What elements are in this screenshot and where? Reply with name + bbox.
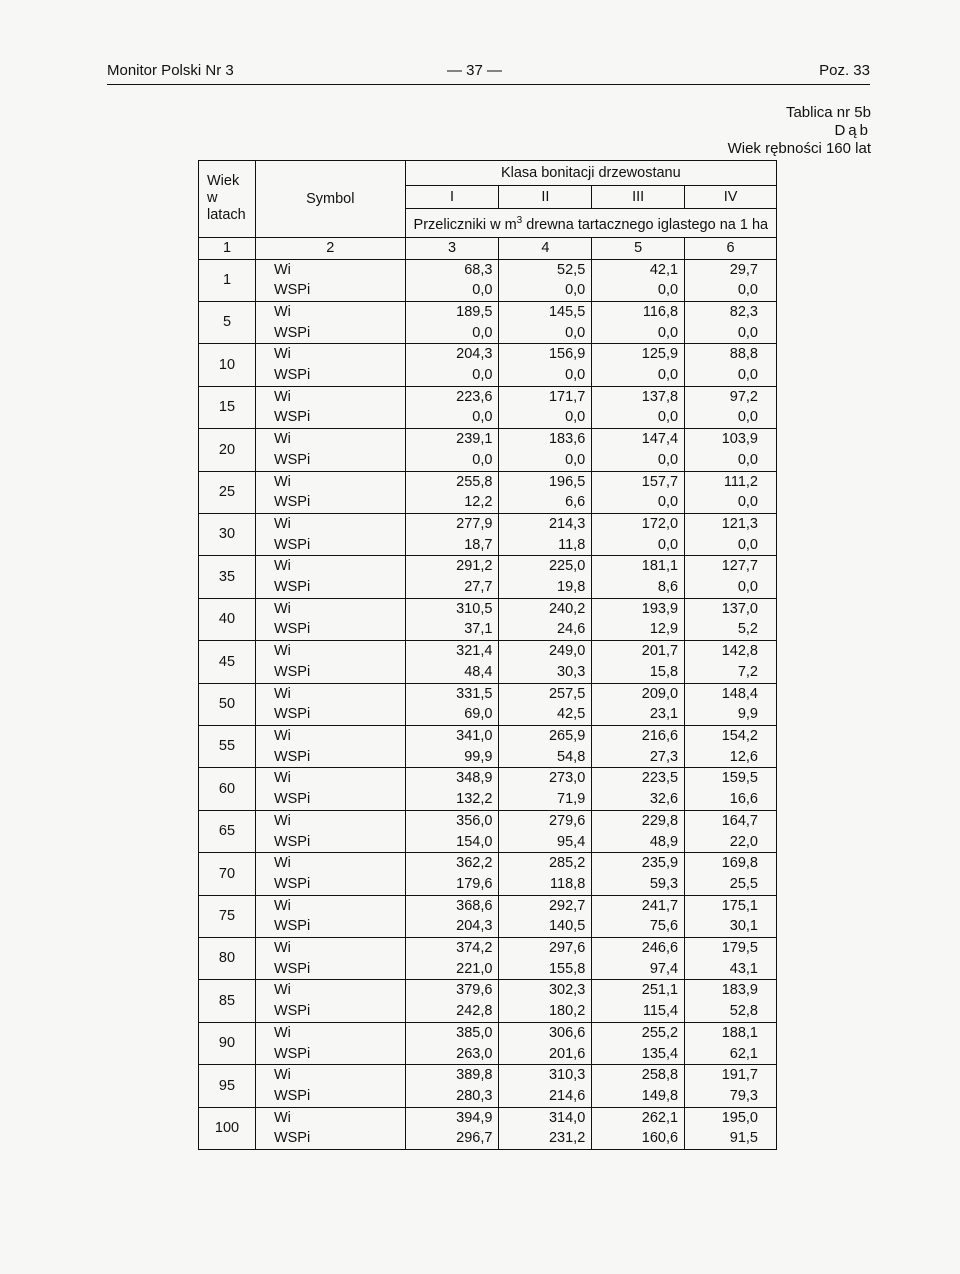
age-cell: 75 <box>199 895 256 937</box>
value-cell: 9,9 <box>685 704 777 725</box>
class-header-iv: IV <box>685 186 777 209</box>
column-number: 1 <box>199 237 256 259</box>
publication-name: Monitor Polski Nr 3 <box>107 62 234 79</box>
value-cell: 229,8 <box>592 810 685 831</box>
rotation-age: Wiek rębności 160 lat <box>727 140 871 157</box>
symbol-wi: Wi <box>255 301 405 322</box>
table-row-wspi <box>199 747 777 768</box>
value-cell: 296,7 <box>405 1128 499 1149</box>
age-cell: 45 <box>199 641 256 683</box>
value-cell: 374,2 <box>405 938 499 959</box>
value-cell: 140,5 <box>499 916 592 937</box>
value-cell: 0,0 <box>685 407 777 428</box>
value-cell: 0,0 <box>685 280 777 301</box>
table-row-wi <box>199 683 777 704</box>
value-cell: 27,3 <box>592 747 685 768</box>
symbol-wi: Wi <box>255 768 405 789</box>
value-cell: 214,3 <box>499 513 592 534</box>
value-cell: 297,6 <box>499 938 592 959</box>
value-cell: 341,0 <box>405 726 499 747</box>
symbol-wspi: WSPi <box>255 407 405 428</box>
value-cell: 204,3 <box>405 916 499 937</box>
table-row-wi <box>199 344 777 365</box>
age-cell: 40 <box>199 598 256 640</box>
value-cell: 196,5 <box>499 471 592 492</box>
symbol-column-header: Symbol <box>255 161 405 238</box>
value-cell: 191,7 <box>685 1065 777 1086</box>
symbol-wspi: WSPi <box>255 577 405 598</box>
value-cell: 149,8 <box>592 1086 685 1107</box>
table-row-wspi <box>199 1086 777 1107</box>
age-cell: 70 <box>199 853 256 895</box>
symbol-wspi: WSPi <box>255 874 405 895</box>
value-cell: 68,3 <box>405 259 499 280</box>
table-row-wspi <box>199 789 777 810</box>
symbol-wi: Wi <box>255 810 405 831</box>
value-cell: 115,4 <box>592 1001 685 1022</box>
symbol-wspi: WSPi <box>255 1044 405 1065</box>
table-row-wspi <box>199 450 777 471</box>
table-row-wi <box>199 980 777 1001</box>
age-cell: 1 <box>199 259 256 301</box>
table-row-wi <box>199 768 777 789</box>
table-row-wspi <box>199 959 777 980</box>
value-cell: 0,0 <box>405 323 499 344</box>
value-cell: 22,0 <box>685 832 777 853</box>
symbol-wspi: WSPi <box>255 1128 405 1149</box>
value-cell: 216,6 <box>592 726 685 747</box>
value-cell: 19,8 <box>499 577 592 598</box>
value-cell: 5,2 <box>685 619 777 640</box>
table-row-wspi <box>199 323 777 344</box>
value-cell: 0,0 <box>499 280 592 301</box>
value-cell: 171,7 <box>499 386 592 407</box>
value-cell: 279,6 <box>499 810 592 831</box>
value-cell: 249,0 <box>499 641 592 662</box>
value-cell: 48,9 <box>592 832 685 853</box>
value-cell: 154,2 <box>685 726 777 747</box>
value-cell: 265,9 <box>499 726 592 747</box>
value-cell: 43,1 <box>685 959 777 980</box>
age-cell: 80 <box>199 938 256 980</box>
value-cell: 91,5 <box>685 1128 777 1149</box>
class-header-iii: III <box>592 186 685 209</box>
value-cell: 82,3 <box>685 301 777 322</box>
symbol-wi: Wi <box>255 726 405 747</box>
symbol-wspi: WSPi <box>255 450 405 471</box>
value-cell: 204,3 <box>405 344 499 365</box>
value-cell: 30,3 <box>499 662 592 683</box>
page-header <box>107 62 870 85</box>
table-row-wi <box>199 1065 777 1086</box>
value-cell: 285,2 <box>499 853 592 874</box>
table-row-wi <box>199 556 777 577</box>
table-row-wi <box>199 938 777 959</box>
value-cell: 251,1 <box>592 980 685 1001</box>
value-cell: 145,5 <box>499 301 592 322</box>
value-cell: 16,6 <box>685 789 777 810</box>
column-number: 4 <box>499 237 592 259</box>
value-cell: 155,8 <box>499 959 592 980</box>
symbol-wi: Wi <box>255 938 405 959</box>
value-cell: 147,4 <box>592 429 685 450</box>
value-cell: 164,7 <box>685 810 777 831</box>
value-cell: 127,7 <box>685 556 777 577</box>
value-cell: 0,0 <box>592 323 685 344</box>
value-cell: 52,8 <box>685 1001 777 1022</box>
value-cell: 255,8 <box>405 471 499 492</box>
symbol-wspi: WSPi <box>255 916 405 937</box>
value-cell: 23,1 <box>592 704 685 725</box>
table-row-wi <box>199 853 777 874</box>
table-row-wi <box>199 429 777 450</box>
value-cell: 0,0 <box>592 492 685 513</box>
value-cell: 231,2 <box>499 1128 592 1149</box>
table-row-wi <box>199 386 777 407</box>
value-cell: 321,4 <box>405 641 499 662</box>
value-cell: 240,2 <box>499 598 592 619</box>
value-cell: 0,0 <box>592 450 685 471</box>
value-cell: 195,0 <box>685 1107 777 1128</box>
value-cell: 362,2 <box>405 853 499 874</box>
value-cell: 103,9 <box>685 429 777 450</box>
column-number: 5 <box>592 237 685 259</box>
value-cell: 179,6 <box>405 874 499 895</box>
table-row-wspi <box>199 704 777 725</box>
value-cell: 160,6 <box>592 1128 685 1149</box>
table-row-wspi <box>199 492 777 513</box>
table-row-wi <box>199 259 777 280</box>
table-row-wspi <box>199 1001 777 1022</box>
table-row-wspi <box>199 1128 777 1149</box>
value-cell: 181,1 <box>592 556 685 577</box>
age-cell: 65 <box>199 810 256 852</box>
position-number: Poz. 33 <box>819 62 870 79</box>
value-cell: 121,3 <box>685 513 777 534</box>
value-cell: 156,9 <box>499 344 592 365</box>
value-cell: 48,4 <box>405 662 499 683</box>
age-cell: 60 <box>199 768 256 810</box>
value-cell: 0,0 <box>499 450 592 471</box>
table-row-wi <box>199 726 777 747</box>
table-caption <box>728 104 871 158</box>
class-header: Klasa bonitacji drzewostanu <box>405 161 776 186</box>
species-name: Dąb <box>834 122 871 139</box>
value-cell: 214,6 <box>499 1086 592 1107</box>
value-cell: 97,2 <box>685 386 777 407</box>
value-cell: 0,0 <box>499 323 592 344</box>
value-cell: 0,0 <box>499 407 592 428</box>
value-cell: 394,9 <box>405 1107 499 1128</box>
value-cell: 314,0 <box>499 1107 592 1128</box>
age-cell: 30 <box>199 513 256 555</box>
table-row-wspi <box>199 1044 777 1065</box>
value-cell: 0,0 <box>499 365 592 386</box>
value-cell: 273,0 <box>499 768 592 789</box>
value-cell: 348,9 <box>405 768 499 789</box>
page-number: — 37 — <box>447 62 503 79</box>
value-cell: 183,6 <box>499 429 592 450</box>
table-row-wi <box>199 301 777 322</box>
table-row-wspi <box>199 535 777 556</box>
value-cell: 389,8 <box>405 1065 499 1086</box>
symbol-wspi: WSPi <box>255 704 405 725</box>
table-row-wi <box>199 895 777 916</box>
value-cell: 116,8 <box>592 301 685 322</box>
value-cell: 179,5 <box>685 938 777 959</box>
value-cell: 368,6 <box>405 895 499 916</box>
value-cell: 7,2 <box>685 662 777 683</box>
value-cell: 42,5 <box>499 704 592 725</box>
symbol-wi: Wi <box>255 386 405 407</box>
value-cell: 8,6 <box>592 577 685 598</box>
value-cell: 246,6 <box>592 938 685 959</box>
value-cell: 221,0 <box>405 959 499 980</box>
symbol-wspi: WSPi <box>255 365 405 386</box>
table-row-wspi <box>199 280 777 301</box>
table-row-wi <box>199 471 777 492</box>
value-cell: 0,0 <box>592 535 685 556</box>
symbol-wspi: WSPi <box>255 959 405 980</box>
value-cell: 142,8 <box>685 641 777 662</box>
value-cell: 223,6 <box>405 386 499 407</box>
age-cell: 25 <box>199 471 256 513</box>
age-cell: 55 <box>199 726 256 768</box>
value-cell: 262,1 <box>592 1107 685 1128</box>
table-row-wi <box>199 1022 777 1043</box>
value-cell: 235,9 <box>592 853 685 874</box>
symbol-wi: Wi <box>255 259 405 280</box>
value-cell: 277,9 <box>405 513 499 534</box>
value-cell: 0,0 <box>592 365 685 386</box>
age-cell: 35 <box>199 556 256 598</box>
value-cell: 0,0 <box>685 365 777 386</box>
value-cell: 15,8 <box>592 662 685 683</box>
value-cell: 137,8 <box>592 386 685 407</box>
value-cell: 241,7 <box>592 895 685 916</box>
value-cell: 11,8 <box>499 535 592 556</box>
symbol-wi: Wi <box>255 513 405 534</box>
value-cell: 172,0 <box>592 513 685 534</box>
symbol-wi: Wi <box>255 556 405 577</box>
value-cell: 0,0 <box>405 450 499 471</box>
value-cell: 0,0 <box>592 407 685 428</box>
table-row-wspi <box>199 365 777 386</box>
table-row-wspi <box>199 619 777 640</box>
value-cell: 135,4 <box>592 1044 685 1065</box>
age-cell: 50 <box>199 683 256 725</box>
value-cell: 54,8 <box>499 747 592 768</box>
value-cell: 125,9 <box>592 344 685 365</box>
age-cell: 90 <box>199 1022 256 1064</box>
value-cell: 306,6 <box>499 1022 592 1043</box>
value-cell: 157,7 <box>592 471 685 492</box>
value-cell: 0,0 <box>685 577 777 598</box>
value-cell: 0,0 <box>405 407 499 428</box>
value-cell: 263,0 <box>405 1044 499 1065</box>
value-cell: 37,1 <box>405 619 499 640</box>
value-cell: 291,2 <box>405 556 499 577</box>
value-cell: 97,4 <box>592 959 685 980</box>
value-cell: 0,0 <box>685 323 777 344</box>
value-cell: 331,5 <box>405 683 499 704</box>
symbol-wspi: WSPi <box>255 535 405 556</box>
value-cell: 0,0 <box>685 535 777 556</box>
value-cell: 24,6 <box>499 619 592 640</box>
symbol-wi: Wi <box>255 1022 405 1043</box>
symbol-wspi: WSPi <box>255 619 405 640</box>
value-cell: 193,9 <box>592 598 685 619</box>
symbol-wspi: WSPi <box>255 662 405 683</box>
age-cell: 20 <box>199 429 256 471</box>
table-row-wspi <box>199 662 777 683</box>
value-cell: 310,5 <box>405 598 499 619</box>
column-number: 2 <box>255 237 405 259</box>
value-cell: 257,5 <box>499 683 592 704</box>
column-number: 6 <box>685 237 777 259</box>
value-cell: 88,8 <box>685 344 777 365</box>
value-cell: 209,0 <box>592 683 685 704</box>
value-cell: 62,1 <box>685 1044 777 1065</box>
symbol-wspi: WSPi <box>255 323 405 344</box>
value-cell: 169,8 <box>685 853 777 874</box>
table-row-wspi <box>199 916 777 937</box>
value-cell: 12,6 <box>685 747 777 768</box>
class-header-i: I <box>405 186 499 209</box>
value-cell: 183,9 <box>685 980 777 1001</box>
value-cell: 30,1 <box>685 916 777 937</box>
value-cell: 29,7 <box>685 259 777 280</box>
value-cell: 201,6 <box>499 1044 592 1065</box>
symbol-wspi: WSPi <box>255 747 405 768</box>
symbol-wi: Wi <box>255 1065 405 1086</box>
value-cell: 18,7 <box>405 535 499 556</box>
value-cell: 239,1 <box>405 429 499 450</box>
value-cell: 71,9 <box>499 789 592 810</box>
value-cell: 137,0 <box>685 598 777 619</box>
symbol-wspi: WSPi <box>255 1086 405 1107</box>
symbol-wi: Wi <box>255 598 405 619</box>
symbol-wspi: WSPi <box>255 789 405 810</box>
value-cell: 148,4 <box>685 683 777 704</box>
symbol-wi: Wi <box>255 344 405 365</box>
value-cell: 385,0 <box>405 1022 499 1043</box>
value-cell: 27,7 <box>405 577 499 598</box>
value-cell: 32,6 <box>592 789 685 810</box>
class-header-ii: II <box>499 186 592 209</box>
conversion-table <box>198 160 777 1150</box>
value-cell: 42,1 <box>592 259 685 280</box>
value-cell: 201,7 <box>592 641 685 662</box>
value-cell: 75,6 <box>592 916 685 937</box>
value-cell: 310,3 <box>499 1065 592 1086</box>
value-cell: 189,5 <box>405 301 499 322</box>
value-cell: 12,2 <box>405 492 499 513</box>
value-cell: 118,8 <box>499 874 592 895</box>
value-cell: 258,8 <box>592 1065 685 1086</box>
value-cell: 159,5 <box>685 768 777 789</box>
symbol-wspi: WSPi <box>255 492 405 513</box>
value-cell: 6,6 <box>499 492 592 513</box>
age-cell: 5 <box>199 301 256 343</box>
table-number: Tablica nr 5b <box>785 104 871 121</box>
value-cell: 154,0 <box>405 832 499 853</box>
symbol-wi: Wi <box>255 429 405 450</box>
table-row-wi <box>199 810 777 831</box>
age-cell: 95 <box>199 1065 256 1107</box>
value-cell: 79,3 <box>685 1086 777 1107</box>
symbol-wi: Wi <box>255 895 405 916</box>
value-cell: 379,6 <box>405 980 499 1001</box>
age-column-header: Wiek w latach <box>199 161 256 238</box>
table-row-wspi <box>199 832 777 853</box>
symbol-wi: Wi <box>255 683 405 704</box>
value-cell: 188,1 <box>685 1022 777 1043</box>
symbol-wi: Wi <box>255 1107 405 1128</box>
value-cell: 0,0 <box>685 492 777 513</box>
value-cell: 12,9 <box>592 619 685 640</box>
value-cell: 95,4 <box>499 832 592 853</box>
value-cell: 280,3 <box>405 1086 499 1107</box>
column-number: 3 <box>405 237 499 259</box>
symbol-wi: Wi <box>255 471 405 492</box>
value-cell: 180,2 <box>499 1001 592 1022</box>
value-cell: 25,5 <box>685 874 777 895</box>
symbol-wspi: WSPi <box>255 1001 405 1022</box>
value-cell: 302,3 <box>499 980 592 1001</box>
symbol-wspi: WSPi <box>255 832 405 853</box>
value-cell: 132,2 <box>405 789 499 810</box>
value-cell: 225,0 <box>499 556 592 577</box>
age-cell: 85 <box>199 980 256 1022</box>
value-cell: 99,9 <box>405 747 499 768</box>
value-cell: 111,2 <box>685 471 777 492</box>
value-cell: 59,3 <box>592 874 685 895</box>
value-cell: 223,5 <box>592 768 685 789</box>
value-cell: 356,0 <box>405 810 499 831</box>
value-cell: 0,0 <box>685 450 777 471</box>
value-cell: 0,0 <box>592 280 685 301</box>
table-row-wi <box>199 1107 777 1128</box>
age-cell: 15 <box>199 386 256 428</box>
value-cell: 292,7 <box>499 895 592 916</box>
value-cell: 0,0 <box>405 280 499 301</box>
value-cell: 52,5 <box>499 259 592 280</box>
value-cell: 242,8 <box>405 1001 499 1022</box>
value-cell: 255,2 <box>592 1022 685 1043</box>
table-row-wi <box>199 513 777 534</box>
value-cell: 175,1 <box>685 895 777 916</box>
table-row-wi <box>199 598 777 619</box>
symbol-wi: Wi <box>255 980 405 1001</box>
value-cell: 0,0 <box>405 365 499 386</box>
symbol-wi: Wi <box>255 853 405 874</box>
age-cell: 10 <box>199 344 256 386</box>
table-row-wi <box>199 641 777 662</box>
age-cell: 100 <box>199 1107 256 1149</box>
table-row-wspi <box>199 577 777 598</box>
value-cell: 69,0 <box>405 704 499 725</box>
table-row-wspi <box>199 874 777 895</box>
table-row-wspi <box>199 407 777 428</box>
symbol-wspi: WSPi <box>255 280 405 301</box>
conversion-header: Przeliczniki w $m^3$ drewna tartacznego iglastego na 1 ha <box>405 209 776 238</box>
symbol-wi: Wi <box>255 641 405 662</box>
column-number-row <box>199 237 777 259</box>
